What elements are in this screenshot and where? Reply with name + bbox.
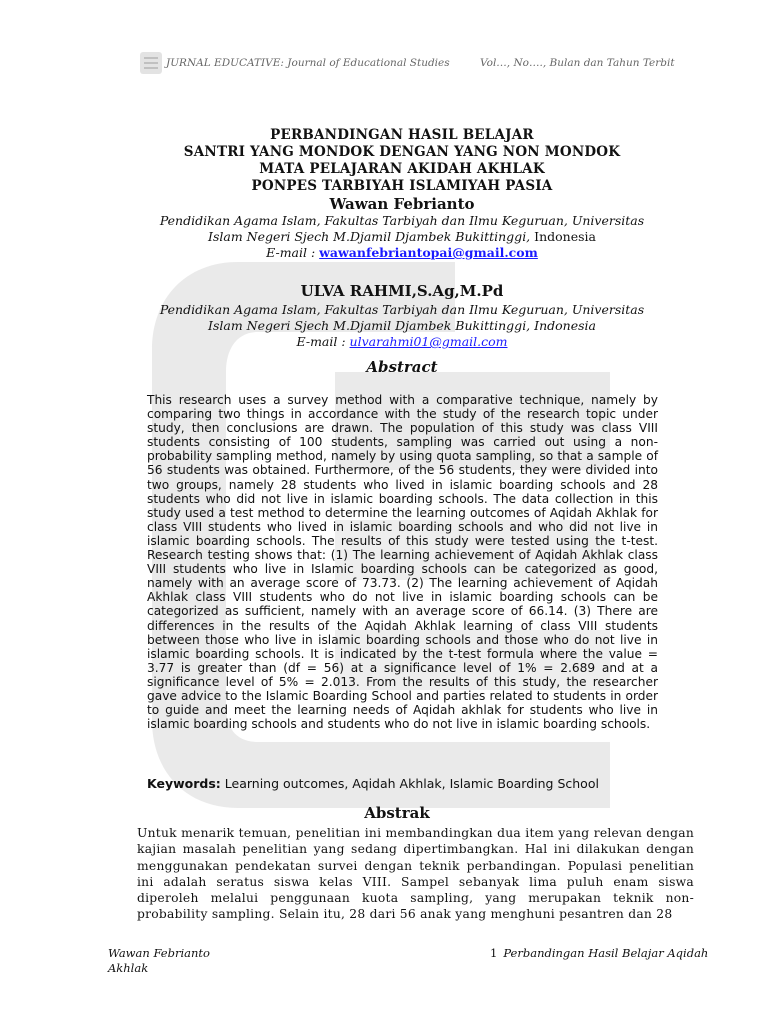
author-2-affiliation-line-2: Islam Negeri Sjech M.Djamil Djambek Bukittinggi, Indonesia	[208, 318, 596, 333]
abstract-heading: Abstract	[366, 358, 438, 376]
paper-title-line-3: MATA PELAJARAN AKIDAH AKHLAK	[259, 161, 545, 177]
author-1-name: Wawan Febrianto	[329, 195, 475, 213]
journal-logo-icon	[140, 52, 162, 74]
author-2-email-link[interactable]: ulvarahmi01@gmail.com	[349, 334, 508, 349]
paper-title-line-1: PERBANDINGAN HASIL BELAJAR	[270, 127, 534, 143]
author-2-affiliation-line-1: Pendidikan Agama Islam, Fakultas Tarbiyah dan Ilmu Keguruan, Universitas	[159, 302, 645, 317]
footer-author-line-2: Akhlak	[108, 961, 149, 975]
author-2-email-line	[100, 334, 704, 350]
author-1-email-link[interactable]: wawanfebriantopai@gmail.com	[319, 245, 538, 260]
footer-running-title	[490, 946, 708, 960]
paper-title-line-4: PONPES TARBIYAH ISLAMIYAH PASIA	[251, 178, 553, 194]
author-2-name: ULVA RAHMI,S.Ag,M.Pd	[300, 282, 504, 300]
abstrak-heading: Abstrak	[364, 804, 430, 822]
footer-title: Perbandingan Hasil Belajar Aqidah	[503, 946, 709, 960]
author-1-email-line	[100, 245, 704, 261]
footer-author	[108, 946, 210, 976]
author-1-email-label: E-mail :	[266, 245, 320, 260]
abstrak-body: Untuk menarik temuan, penelitian ini membandingkan dua item yang relevan dengan kajian masalah penelitian yang sedang dipertimbangkan. Hal ini dilakukan dengan menggunakan pendekatan survei dengan teknik perbandingan. Populasi penelitian ini adalah seratus siswa kelas VIII. Sampel sebanyak lima puluh enam siswa diperoleh melalui penggunaan kuota sampling, yang merupakan teknik non-probability sampling. Selain itu, 28 dari 56 anak yang menghuni pesantren dan 28	[137, 826, 694, 922]
running-header-journal	[166, 57, 450, 69]
author-2-block	[100, 282, 704, 350]
running-header-volume: Vol…, No…., Bulan dan Tahun Terbit	[480, 57, 675, 69]
journal-name: JURNAL EDUCATIVE	[166, 57, 281, 69]
author-1-affiliation-line-1: Pendidikan Agama Islam, Fakultas Tarbiyah dan Ilmu Keguruan, Universitas	[159, 213, 645, 228]
author-2-email-label: E-mail :	[296, 334, 350, 349]
paper-title-line-2: SANTRI YANG MONDOK DENGAN YANG NON MONDOK	[183, 144, 621, 160]
journal-subtitle: : Journal of Educational Studies	[280, 57, 450, 69]
author-1-affiliation-country: Indonesia	[530, 229, 596, 244]
keywords-label: Keywords:	[147, 776, 221, 791]
author-1-affiliation-institution: Islam Negeri Sjech M.Djamil Djambek Bukittinggi,	[208, 229, 531, 244]
keywords-line	[147, 776, 687, 791]
author-1-affiliation-line-2	[100, 229, 704, 245]
paper-title-block	[100, 127, 704, 261]
keywords-text: Learning outcomes, Aqidah Akhlak, Islamic Boarding School	[220, 776, 599, 791]
page-number: 1	[490, 946, 498, 960]
abstract-body: This research uses a survey method with a comparative technique, namely by comparing two things in accordance with the study of the research topic under study, then conclusions are drawn. The population of this study was class VIII students consisting of 100 students, sampling was carried out using a non-probability sampling method, namely by using quota sampling, so that a sample of 56 students was obtained. Furthermore, of the 56 students, they were divided into two groups, namely 28 students who lived in islamic boarding schools and 28 students who did not live in islamic boarding schools. The data collection in this study used a test method to determine the learning outcomes of Aqidah Akhlak for class VIII students who lived in islamic boarding schools and who did not live in islamic boarding schools. The results of this study were tested using the t-test. Research testing shows that: (1) The learning achievement of Aqidah Akhlak class VIII students who live in Islamic boarding schools can be categorized as good, namely with an average score of 73.73. (2) The learning achievement of Aqidah Akhlak class VIII students who do not live in islamic boarding schools can be categorized as sufficient, namely with an average score of 66.14. (3) There are differences in the results of the Aqidah Akhlak learning of class VIII students between those who live in islamic boarding schools and those who do not live in islamic boarding schools. It is indicated by the t-test formula where the value = 3.77 is greater than (df = 56) at a significance level of 1% = 2.689 and at a significance level of 5% = 2.013. From the results of this study, the researcher gave advice to the Islamic Boarding School and parties related to students in order to guide and meet the learning needs of Aqidah akhlak for students who live in islamic boarding schools and students who do not live in islamic boarding schools.	[147, 393, 658, 732]
footer-author-line-1: Wawan Febrianto	[108, 946, 210, 960]
